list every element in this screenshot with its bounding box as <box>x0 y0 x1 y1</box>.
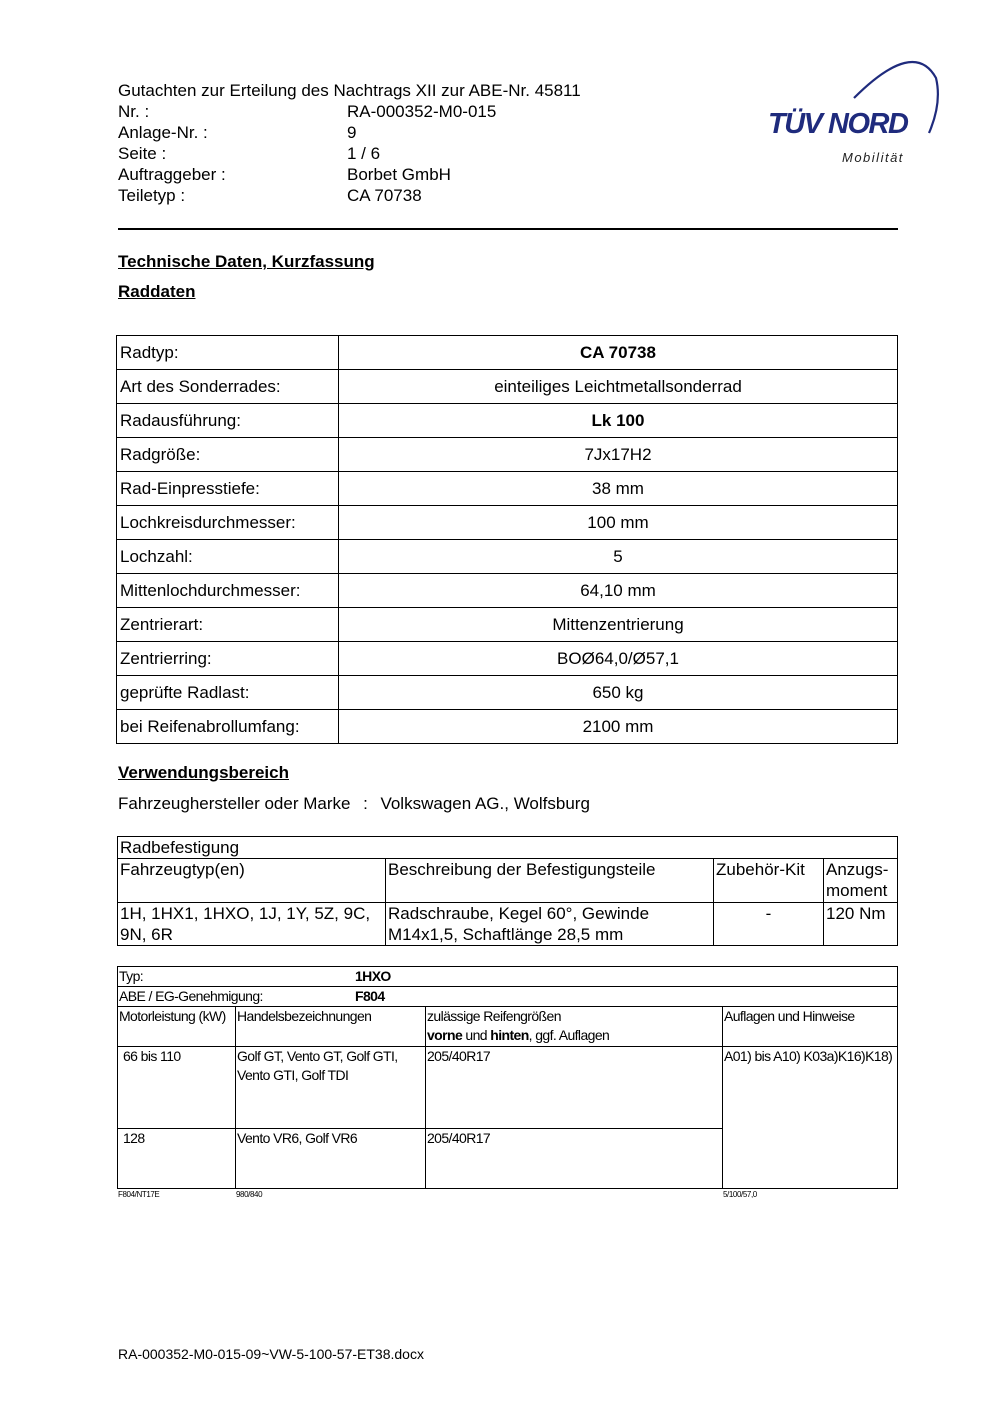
document-header <box>118 80 678 206</box>
table-row <box>118 1007 898 1047</box>
abe-label: ABE / EG-Genehmigung: <box>119 988 263 1004</box>
header-value: 9 <box>347 123 357 142</box>
power-cell: 66 bis 110 <box>118 1047 236 1129</box>
document-title: Gutachten zur Erteilung des Nachtrags XII zur ABE-Nr. 45811 <box>118 81 581 100</box>
usage-line <box>118 794 590 814</box>
row-value: 650 kg <box>339 676 898 710</box>
table-footnote: F804/NT17E <box>118 1190 160 1199</box>
table-row <box>117 336 898 370</box>
logo-wordmark: TÜV NORD <box>768 108 908 140</box>
row-value: CA 70738 <box>339 336 898 370</box>
column-header: Beschreibung der Befestigungsteile <box>386 859 714 903</box>
row-label: geprüfte Radlast: <box>117 676 339 710</box>
wheel-data-table <box>116 335 898 744</box>
front-label: vorne <box>427 1027 463 1043</box>
rear-label: hinten <box>490 1027 529 1043</box>
header-label: Seite : <box>118 144 167 163</box>
usage-value: Volkswagen AG., Wolfsburg <box>380 794 590 813</box>
header-value: Borbet GmbH <box>347 165 451 184</box>
column-header: Zubehör-Kit <box>714 859 824 903</box>
tire-header-line1: zulässige Reifengrößen <box>427 1008 561 1024</box>
header-divider <box>118 228 898 230</box>
table-cell: 120 Nm <box>824 903 898 946</box>
row-value: 100 mm <box>339 506 898 540</box>
usage-separator: : <box>363 794 368 813</box>
column-header <box>426 1007 723 1047</box>
row-value: 5 <box>339 540 898 574</box>
row-label: Lochkreisdurchmesser: <box>117 506 339 540</box>
column-header: Motorleistung (kW) <box>118 1007 236 1047</box>
header-label: Auftraggeber : <box>118 165 226 184</box>
header-value: CA 70738 <box>347 186 422 205</box>
header-row-teiletyp <box>118 185 678 206</box>
table-row <box>118 903 898 946</box>
tire-header-line2 <box>427 1026 721 1045</box>
section-heading-verwendung: Verwendungsbereich <box>118 763 289 782</box>
abe-value: F804 <box>355 988 385 1004</box>
column-header: Fahrzeugtyp(en) <box>118 859 386 903</box>
header-label: Nr. : <box>118 102 150 121</box>
table-row <box>117 472 898 506</box>
row-value: Lk 100 <box>339 404 898 438</box>
table-footnote: 5/100/57,0 <box>723 1190 757 1199</box>
fixing-table <box>117 836 898 946</box>
row-value: 7Jx17H2 <box>339 438 898 472</box>
tuv-nord-logo <box>764 58 944 170</box>
table-row <box>117 642 898 676</box>
table-row <box>118 967 898 987</box>
table-row <box>118 859 898 903</box>
column-header: Anzugs-moment <box>824 859 898 903</box>
header-row-auftraggeber <box>118 164 678 185</box>
table-row <box>117 506 898 540</box>
row-value: Mittenzentrierung <box>339 608 898 642</box>
names-cell: Vento VR6, Golf VR6 <box>236 1129 426 1189</box>
and-label: und <box>462 1027 491 1043</box>
header-row-nr <box>118 101 678 122</box>
table-row <box>117 438 898 472</box>
row-value: 38 mm <box>339 472 898 506</box>
row-value: 2100 mm <box>339 710 898 744</box>
table-row <box>118 837 898 859</box>
row-label: Lochzahl: <box>117 540 339 574</box>
tire-cell: 205/40R17 <box>426 1129 723 1189</box>
section-heading-raddaten: Raddaten <box>118 282 196 301</box>
header-value: 1 / 6 <box>347 144 381 163</box>
power-cell: 128 <box>118 1129 236 1189</box>
table-row <box>117 710 898 744</box>
table-row <box>117 574 898 608</box>
abe-row <box>118 987 898 1007</box>
table-row <box>117 676 898 710</box>
table-footnote: 980/840 <box>236 1190 263 1199</box>
header-value: RA-000352-M0-015 <box>347 102 497 121</box>
typ-value: 1HXO <box>355 968 391 984</box>
column-header: Handelsbezeichnungen <box>236 1007 426 1047</box>
notes-cell: A01) bis A10) K03a)K16)K18) <box>723 1047 898 1189</box>
row-label: Zentrierring: <box>117 642 339 676</box>
table-row <box>118 987 898 1007</box>
row-value: 64,10 mm <box>339 574 898 608</box>
header-label: Teiletyp : <box>118 186 186 205</box>
tire-cell: 205/40R17 <box>426 1047 723 1129</box>
row-label: Radgröße: <box>117 438 339 472</box>
table-cell: 1H, 1HX1, 1HXO, 1J, 1Y, 5Z, 9C, 9N, 6R <box>118 903 386 946</box>
table-row <box>117 404 898 438</box>
section-heading-technical: Technische Daten, Kurzfassung <box>118 252 375 271</box>
logo-subtitle: Mobilität <box>842 150 904 165</box>
fixing-title: Radbefestigung <box>118 837 898 859</box>
names-cell: Golf GT, Vento GT, Golf GTI, Vento GTI, Golf TDI <box>236 1047 426 1129</box>
usage-label: Fahrzeughersteller oder Marke <box>118 794 351 813</box>
row-label: Mittenlochdurchmesser: <box>117 574 339 608</box>
row-label: Art des Sonderrades: <box>117 370 339 404</box>
tire-table <box>117 966 898 1189</box>
table-row <box>117 540 898 574</box>
row-value: einteiliges Leichtmetallsonderrad <box>339 370 898 404</box>
header-label: Anlage-Nr. : <box>118 123 208 142</box>
conditions-label: , ggf. Auflagen <box>528 1027 610 1043</box>
header-row-seite <box>118 143 678 164</box>
file-name-footer: RA-000352-M0-015-09~VW-5-100-57-ET38.docx <box>118 1346 424 1362</box>
table-cell: Radschraube, Kegel 60°, Gewinde M14x1,5, Schaftlänge 28,5 mm <box>386 903 714 946</box>
table-row <box>117 370 898 404</box>
typ-row <box>118 967 898 987</box>
row-label: Radausführung: <box>117 404 339 438</box>
header-row-anlage <box>118 122 678 143</box>
table-cell: - <box>714 903 824 946</box>
table-row <box>117 608 898 642</box>
typ-label: Typ: <box>119 968 144 984</box>
column-header: Auflagen und Hinweise <box>723 1007 898 1047</box>
row-label: Radtyp: <box>117 336 339 370</box>
row-value: BOØ64,0/Ø57,1 <box>339 642 898 676</box>
table-row <box>118 1047 898 1129</box>
row-label: Rad-Einpresstiefe: <box>117 472 339 506</box>
row-label: Zentrierart: <box>117 608 339 642</box>
row-label: bei Reifenabrollumfang: <box>117 710 339 744</box>
